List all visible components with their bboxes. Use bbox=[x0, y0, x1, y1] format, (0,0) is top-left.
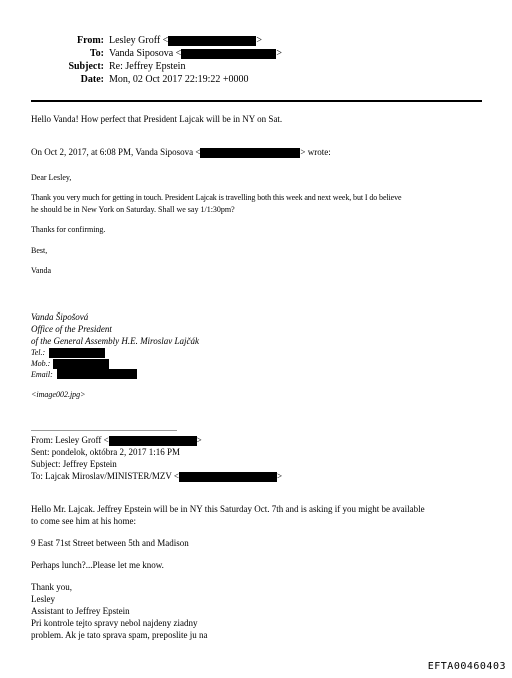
redaction-bar bbox=[49, 348, 105, 358]
quote-body-line-1: Thank you very much for getting in touch. President Lajcak is travelling both this week and next week, but I do believe bbox=[31, 193, 402, 202]
original-role: Assistant to Jeffrey Epstein bbox=[31, 606, 130, 616]
from-bracket: > bbox=[256, 35, 262, 46]
quote-intro-prefix: On Oct 2, 2017, at 6:08 PM, Vanda Siposova < bbox=[31, 147, 201, 157]
forward-to-text: To: Lajcak Miroslav/MINISTER/MZV < bbox=[31, 471, 180, 481]
original-footer-1: Pri kontrole tejto spravy nebol najdeny ziadny bbox=[31, 618, 198, 628]
forward-sent: Sent: pondelok, októbra 2, 2017 1:16 PM bbox=[31, 447, 180, 457]
original-line-2: to come see him at his home: bbox=[31, 516, 136, 526]
quote-body-line-2: he should be in New York on Saturday. Shall we say 1/1:30pm? bbox=[31, 205, 235, 214]
signature-tel bbox=[31, 348, 45, 357]
from-name: Lesley Groff < bbox=[109, 35, 169, 46]
quote-closing: Best, bbox=[31, 246, 48, 255]
redaction-bar bbox=[181, 49, 276, 59]
redaction-bar bbox=[109, 436, 197, 446]
signature-name: Vanda Šipošová bbox=[31, 312, 89, 322]
forward-to bbox=[31, 471, 282, 482]
forward-subject: Subject: Jeffrey Epstein bbox=[31, 459, 117, 469]
reply-text: Hello Vanda! How perfect that President Lajcak will be in NY on Sat. bbox=[31, 114, 283, 124]
quote-name: Vanda bbox=[31, 266, 51, 275]
redaction-bar bbox=[200, 148, 300, 158]
to-value bbox=[109, 48, 282, 59]
signature-image-placeholder: <image002.jpg> bbox=[31, 390, 86, 399]
original-lunch: Perhaps lunch?...Please let me know. bbox=[31, 560, 164, 570]
forward-from-bracket: > bbox=[196, 435, 202, 445]
tel-label: Tel.: bbox=[31, 348, 46, 357]
redaction-bar bbox=[57, 369, 137, 379]
forward-to-bracket: > bbox=[277, 471, 283, 481]
forward-divider bbox=[31, 430, 177, 431]
original-name: Lesley bbox=[31, 594, 55, 604]
forward-from bbox=[31, 435, 202, 446]
quote-thanks: Thanks for confirming. bbox=[31, 225, 106, 234]
original-address: 9 East 71st Street between 5th and Madison bbox=[31, 538, 189, 548]
signature-office: Office of the President bbox=[31, 324, 112, 334]
date-value: Mon, 02 Oct 2017 22:19:22 +0000 bbox=[109, 74, 249, 85]
to-bracket: > bbox=[276, 48, 282, 59]
to-label: To: bbox=[89, 48, 104, 59]
signature-email bbox=[31, 370, 53, 379]
date-label: Date: bbox=[80, 74, 104, 85]
email-label: Email: bbox=[31, 370, 53, 379]
quote-intro-suffix: > wrote: bbox=[300, 147, 331, 157]
to-name: Vanda Siposova < bbox=[109, 48, 182, 59]
original-line-1: Hello Mr. Lajcak. Jeffrey Epstein will be in NY this Saturday Oct. 7th and is asking if you might be available bbox=[31, 504, 425, 514]
from-value bbox=[109, 35, 262, 46]
header-divider bbox=[31, 100, 482, 102]
signature-mob bbox=[31, 359, 50, 368]
original-footer-2: problem. Ak je tato sprava spam, preposlite ju na bbox=[31, 630, 208, 640]
quote-intro bbox=[31, 147, 331, 158]
subject-value: Re: Jeffrey Epstein bbox=[109, 61, 186, 72]
redaction-bar bbox=[53, 359, 109, 369]
redaction-bar bbox=[179, 472, 277, 482]
from-label: From: bbox=[76, 35, 104, 46]
mob-label: Mob.: bbox=[31, 359, 51, 368]
original-thanks: Thank you, bbox=[31, 582, 72, 592]
signature-assembly: of the General Assembly H.E. Miroslav Lajčák bbox=[31, 336, 199, 346]
bates-number: EFTA00460403 bbox=[427, 661, 506, 672]
redaction-bar bbox=[168, 36, 256, 46]
subject-label: Subject: bbox=[68, 61, 104, 72]
quote-greeting: Dear Lesley, bbox=[31, 173, 72, 182]
forward-from-text: From: Lesley Groff < bbox=[31, 435, 109, 445]
